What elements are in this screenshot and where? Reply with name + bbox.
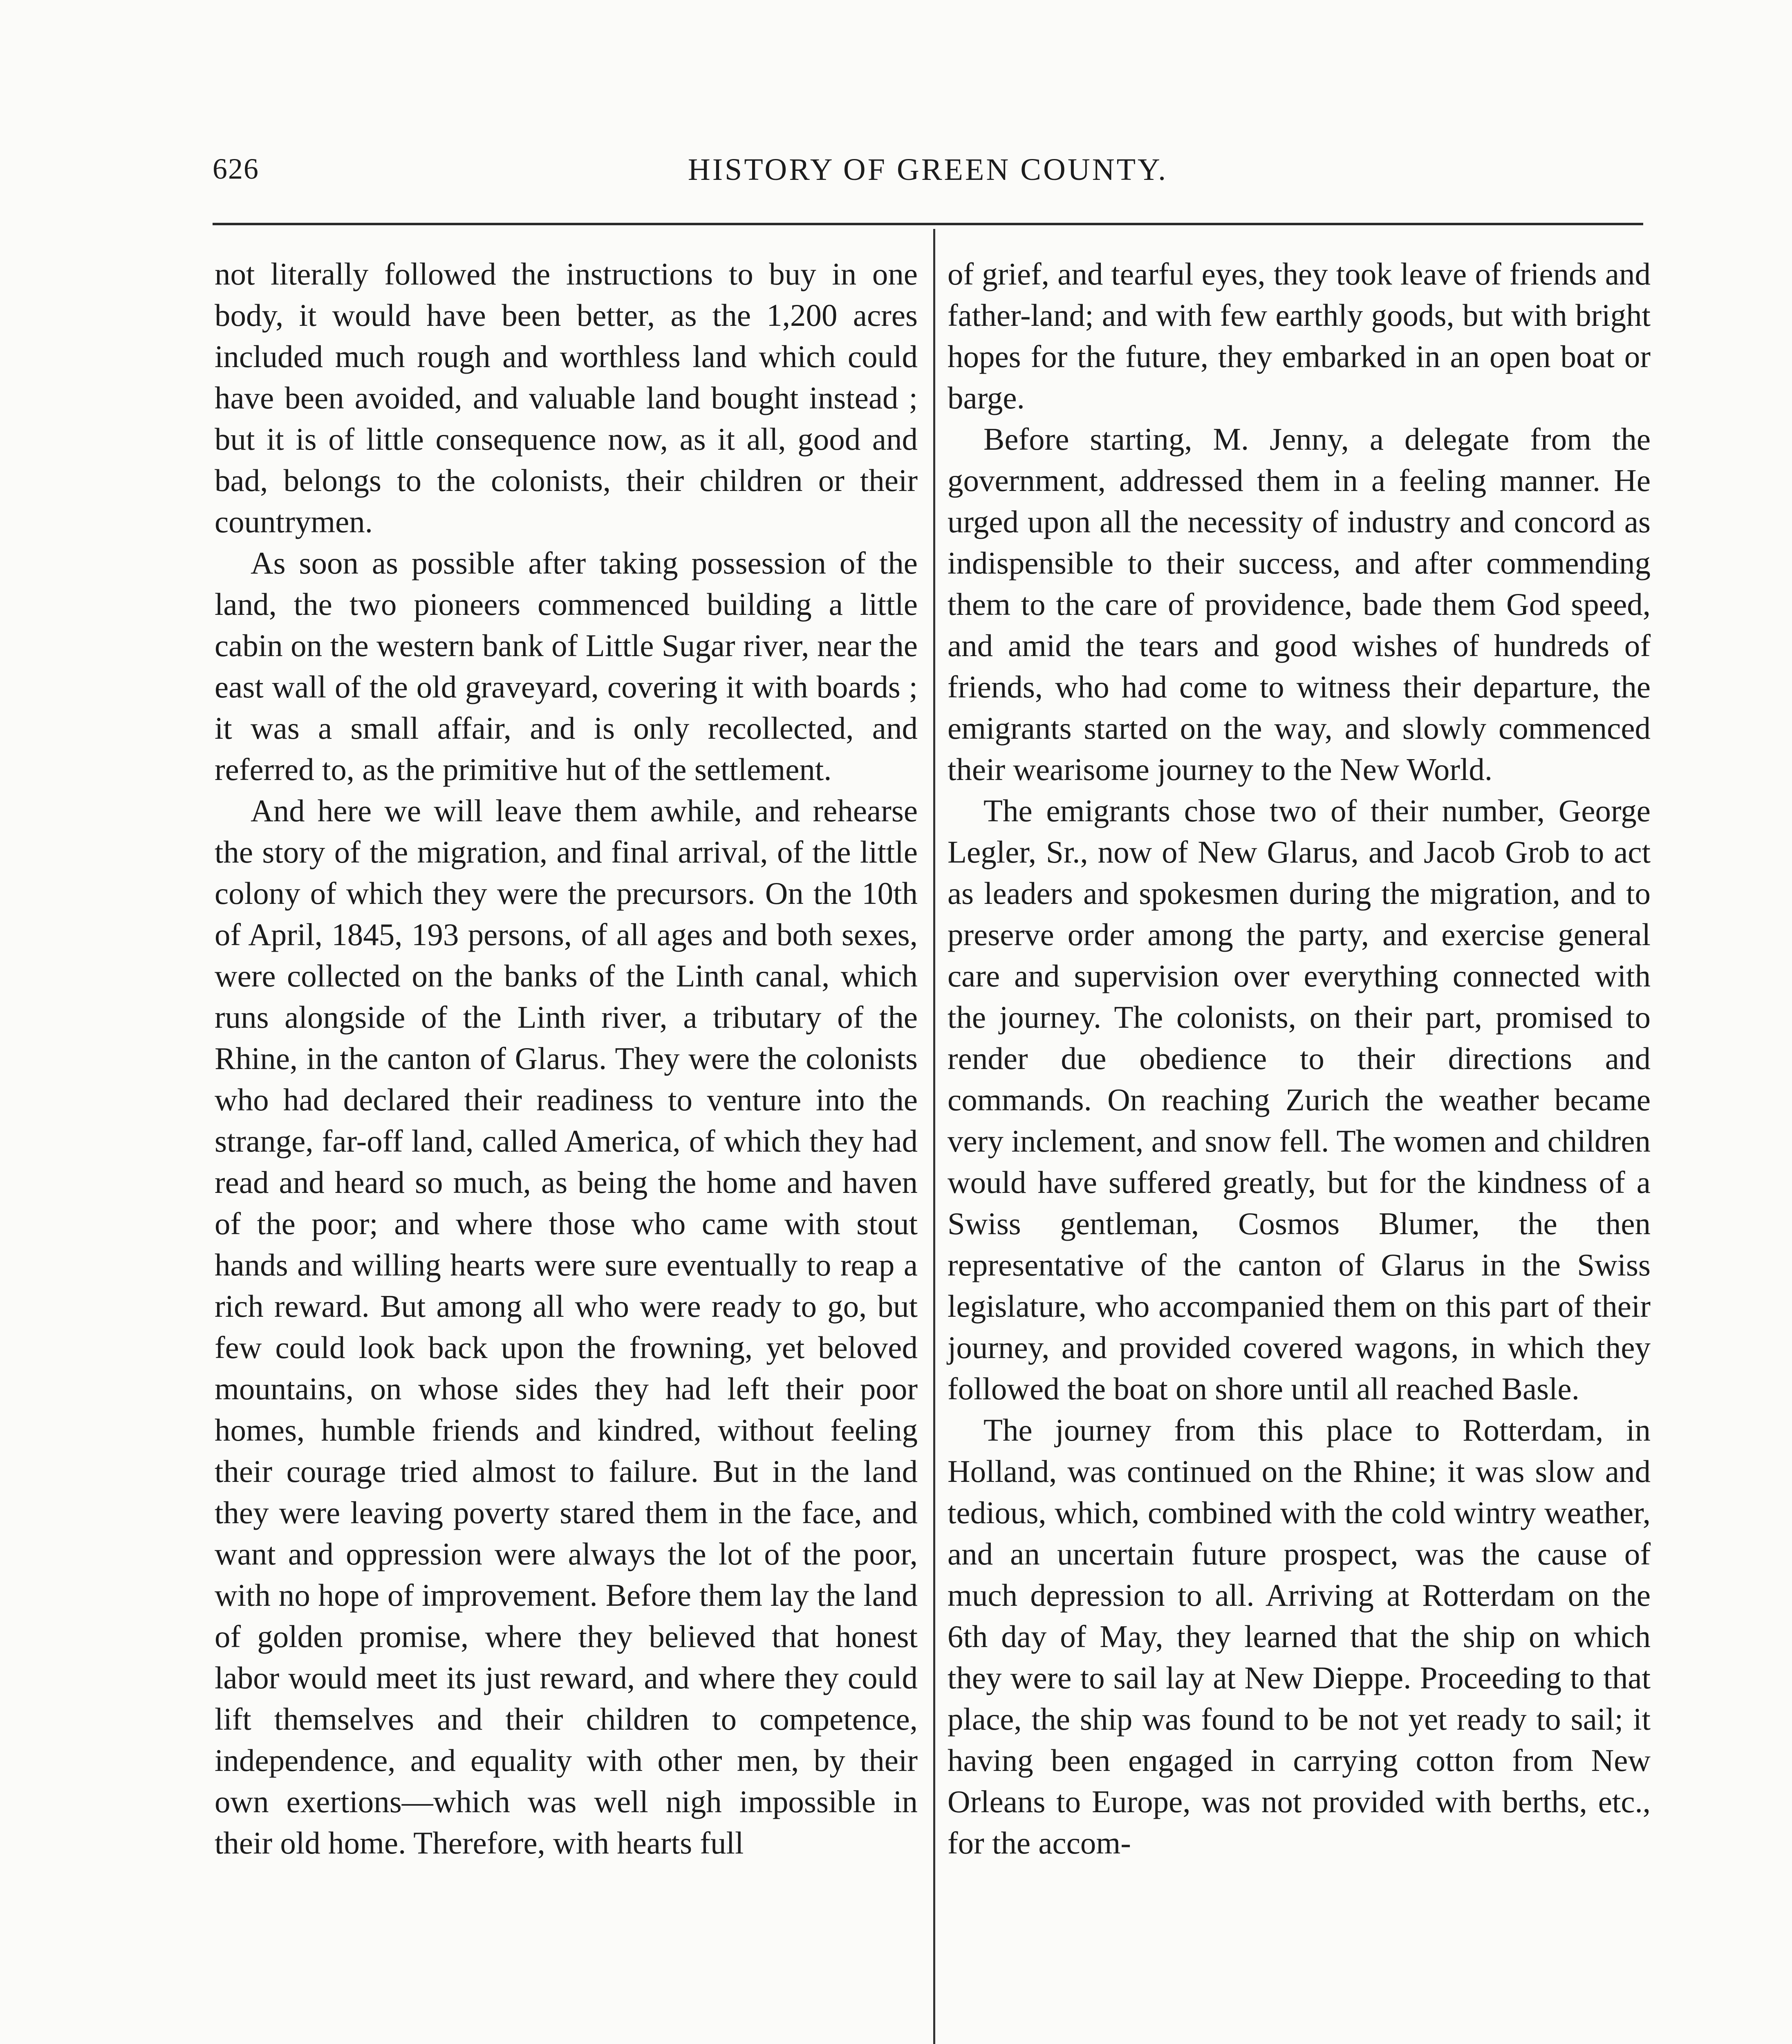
- running-head: [213, 152, 1643, 201]
- paragraph: As soon as possible after taking possession of the land, the two pioneers commenced building a little cabin on the western bank of Little Sugar river, near the east wall of the old graveyard, covering it with boards ; it was a small affair, and is only recollected, and referred to, as the primitive hut of the settlement.: [215, 545, 918, 787]
- paragraph: of grief, and tearful eyes, they took leave of friends and father-land; and with few earthly goods, but with bright hopes for the future, they embarked in an open boat or barge.: [948, 256, 1651, 415]
- page-number: 626: [213, 152, 259, 185]
- paragraph: Before starting, M. Jenny, a delegate from the government, addressed them in a feeling manner. He urged upon all the necessity of industry and concord as indispensible to their success, and after commending them to the care of providence, bade them God speed, and amid the tears and good wishes of hundreds of friends, who had come to witness their departure, the emigrants started on the way, and slowly commenced their wearisome journey to the New World.: [948, 421, 1651, 787]
- paragraph: The emigrants chose two of their number, George Legler, Sr., now of New Glarus, and Jacob Grob to act as leaders and spokesmen during the migration, and to preserve order among the party, and exercise general care and supervision over everything connected with the journey. The colonists, on their part, promised to render due obedience to their directions and commands. On reaching Zurich the weather became very inclement, and snow fell. The women and children would have suffered greatly, but for the kindness of a Swiss gentleman, Cosmos Blumer, the then representative of the canton of Glarus in the Swiss legislature, who accompanied them on this part of their journey, and provided covered wagons, in which they followed the boat on shore until all reached Basle.: [948, 793, 1651, 1406]
- right-column: [948, 253, 1651, 2044]
- column-divider: [933, 229, 935, 2044]
- paragraph: not literally followed the instructions to buy in one body, it would have been better, as the 1,200 acres included much rough and worthless land which could have been avoided, and valuable land bought instead ; but it is of little consequence now, as it all, good and bad, belongs to the colonists, their children or their countrymen.: [215, 256, 918, 539]
- header-rule: [213, 223, 1643, 225]
- paragraph: The journey from this place to Rotterdam, in Holland, was continued on the Rhine; it was slow and tedious, which, combined with the cold wintry weather, and an uncertain future prospect, was the cause of much depression to all. Arriving at Rotterdam on the 6th day of May, they learned that the ship on which they were to sail lay at New Dieppe. Proceeding to that place, the ship was found to be not yet ready to sail; it having been engaged in carrying cotton from New Orleans to Europe, was not provided with berths, etc., for the accom-: [948, 1412, 1651, 1860]
- left-column: [215, 253, 918, 2044]
- paragraph: And here we will leave them awhile, and rehearse the story of the migration, and final arrival, of the little colony of which they were the precursors. On the 10th of April, 1845, 193 persons, of all ages and both sexes, were collected on the banks of the Linth canal, which runs alongside of the Linth river, a tributary of the Rhine, in the canton of Glarus. They were the colonists who had declared their readiness to venture into the strange, far-off land, called America, of which they had read and heard so much, as being the home and haven of the poor; and where those who came with stout hands and willing hearts were sure eventually to reap a rich reward. But among all who were ready to go, but few could look back upon the frowning, yet beloved mountains, on whose sides they had left their poor homes, humble friends and kindred, without feeling their courage tried almost to failure. But in the land they were leaving poverty stared them in the face, and want and oppression were always the lot of the poor, with no hope of improvement. Before them lay the land of golden promise, where they believed that honest labor would meet its just reward, and where they could lift themselves and their children to competence, independence, and equality with other men, by their own exertions—which was well nigh impossible in their old home. Therefore, with hearts full: [215, 793, 918, 1860]
- page-title: HISTORY OF GREEN COUNTY.: [688, 152, 1168, 187]
